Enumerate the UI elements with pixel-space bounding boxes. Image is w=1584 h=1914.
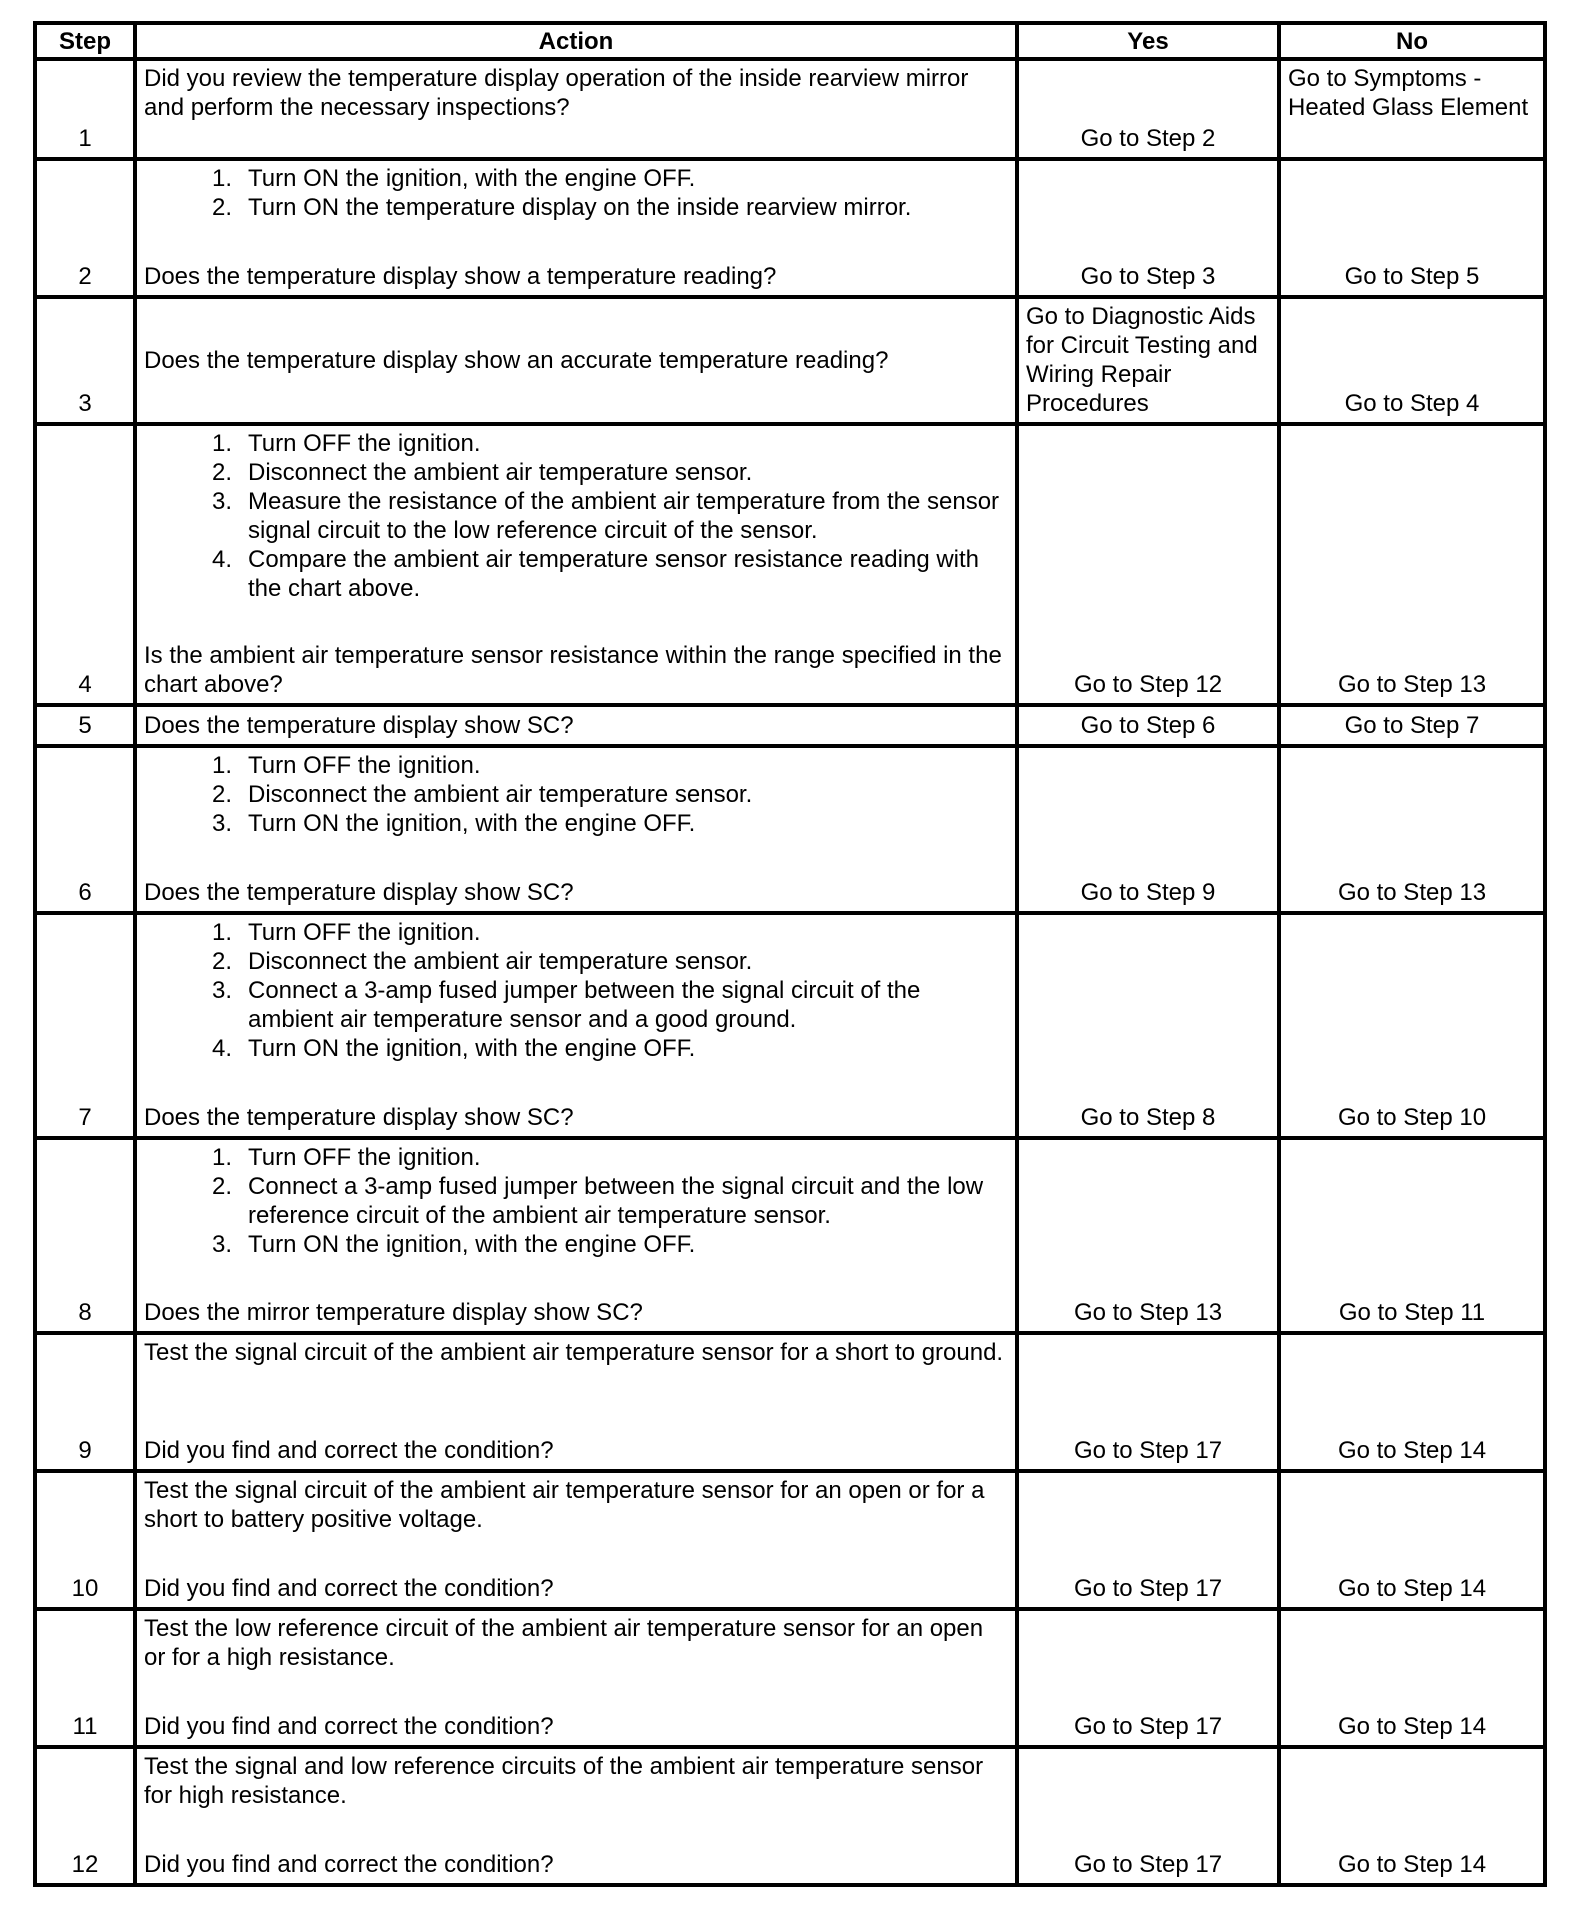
step-number: 12 — [35, 1747, 135, 1885]
instruction-item — [144, 458, 1008, 487]
instruction-number: 1. — [211, 1144, 232, 1171]
no-cell: Go to Step 10 — [1279, 913, 1545, 1138]
instruction-list — [144, 164, 1008, 222]
instruction-number: 2. — [211, 194, 232, 221]
yes-cell: Go to Step 3 — [1017, 159, 1279, 297]
instruction-item — [144, 1034, 1008, 1063]
instruction-text: Connect a 3-amp fused jumper between the signal circuit of the ambient air temperature sensor and a good ground. — [248, 977, 921, 1033]
instruction-number: 1. — [211, 752, 232, 779]
action-content — [144, 710, 1008, 740]
step-number: 6 — [35, 746, 135, 913]
action-intro: Test the signal circuit of the ambient air temperature sensor for a short to ground. — [144, 1339, 1004, 1366]
instruction-item — [144, 487, 1008, 545]
instruction-text: Turn OFF the ignition. — [248, 430, 481, 457]
action-cell — [135, 1471, 1017, 1609]
instruction-item — [144, 545, 1008, 603]
action-question: Does the temperature display show SC? — [144, 879, 574, 906]
instruction-list — [144, 751, 1008, 838]
action-content — [144, 302, 1008, 418]
table-row — [35, 1747, 1545, 1885]
action-cell — [135, 913, 1017, 1138]
table-row — [35, 59, 1545, 159]
instruction-number: 3. — [211, 488, 232, 515]
action-question: Does the temperature display show a temperature reading? — [144, 263, 777, 290]
yes-cell: Go to Step 8 — [1017, 913, 1279, 1138]
step-number: 8 — [35, 1138, 135, 1333]
instruction-text: Turn OFF the ignition. — [248, 919, 481, 946]
action-cell — [135, 159, 1017, 297]
table-row — [35, 424, 1545, 705]
action-content — [144, 1476, 1008, 1603]
instruction-text: Turn ON the ignition, with the engine OFF. — [248, 1231, 696, 1258]
instruction-item — [144, 947, 1008, 976]
action-question: Does the temperature display show SC? — [144, 711, 574, 739]
action-cell — [135, 1138, 1017, 1333]
instruction-item — [144, 1172, 1008, 1230]
step-number: 7 — [35, 913, 135, 1138]
action-cell — [135, 1747, 1017, 1885]
action-cell — [135, 705, 1017, 746]
header-step: Step — [35, 23, 135, 59]
action-content — [144, 164, 1008, 291]
instruction-number: 1. — [211, 430, 232, 457]
table-row — [35, 297, 1545, 424]
instruction-item — [144, 751, 1008, 780]
action-content — [144, 751, 1008, 907]
instruction-number: 4. — [211, 546, 232, 573]
instruction-number: 3. — [211, 977, 232, 1004]
instruction-item — [144, 193, 1008, 222]
header-yes: Yes — [1017, 23, 1279, 59]
instruction-item — [144, 1230, 1008, 1259]
action-question: Does the mirror temperature display show SC? — [144, 1299, 643, 1326]
no-cell: Go to Step 11 — [1279, 1138, 1545, 1333]
header-row — [35, 23, 1545, 59]
no-cell: Go to Step 14 — [1279, 1609, 1545, 1747]
no-cell: Go to Step 13 — [1279, 424, 1545, 705]
instruction-list — [144, 1143, 1008, 1259]
instruction-list — [144, 918, 1008, 1063]
table-row — [35, 705, 1545, 746]
instruction-text: Disconnect the ambient air temperature sensor. — [248, 781, 753, 808]
step-number: 1 — [35, 59, 135, 159]
header-action: Action — [135, 23, 1017, 59]
diagnostic-table — [33, 21, 1547, 1887]
action-content — [144, 1143, 1008, 1327]
instruction-number: 2. — [211, 1173, 232, 1200]
action-intro: Test the signal circuit of the ambient air temperature sensor for an open or for a short to battery positive voltage. — [144, 1477, 985, 1533]
yes-cell: Go to Step 17 — [1017, 1333, 1279, 1471]
instruction-text: Turn ON the temperature display on the inside rearview mirror. — [248, 194, 912, 221]
action-question: Did you review the temperature display operation of the inside rearview mirror and perform the necessary inspections? — [144, 65, 969, 121]
instruction-item — [144, 164, 1008, 193]
action-content — [144, 918, 1008, 1132]
step-number: 2 — [35, 159, 135, 297]
instruction-number: 1. — [211, 919, 232, 946]
step-number: 11 — [35, 1609, 135, 1747]
action-question: Did you find and correct the condition? — [144, 1851, 554, 1878]
instruction-number: 4. — [211, 1035, 232, 1062]
instruction-text: Turn ON the ignition, with the engine OFF. — [248, 1035, 696, 1062]
action-content — [144, 1338, 1008, 1465]
instruction-number: 2. — [211, 459, 232, 486]
instruction-item — [144, 1143, 1008, 1172]
instruction-number: 3. — [211, 810, 232, 837]
instruction-text: Measure the resistance of the ambient air temperature from the sensor signal circuit to the low reference circuit of the sensor. — [248, 488, 1000, 544]
no-cell: Go to Step 13 — [1279, 746, 1545, 913]
yes-cell: Go to Step 13 — [1017, 1138, 1279, 1333]
no-cell: Go to Step 14 — [1279, 1471, 1545, 1609]
action-content — [144, 1614, 1008, 1741]
yes-cell: Go to Step 9 — [1017, 746, 1279, 913]
action-question: Did you find and correct the condition? — [144, 1437, 554, 1464]
table-row — [35, 1609, 1545, 1747]
instruction-text: Compare the ambient air temperature sensor resistance reading with the chart above. — [248, 546, 980, 602]
instruction-item — [144, 809, 1008, 838]
table-row — [35, 1138, 1545, 1333]
step-number: 9 — [35, 1333, 135, 1471]
action-intro: Test the low reference circuit of the ambient air temperature sensor for an open or for a high resistance. — [144, 1615, 984, 1671]
no-cell: Go to Step 5 — [1279, 159, 1545, 297]
instruction-item — [144, 429, 1008, 458]
table-row — [35, 913, 1545, 1138]
yes-cell: Go to Step 17 — [1017, 1471, 1279, 1609]
action-cell — [135, 1609, 1017, 1747]
instruction-text: Turn ON the ignition, with the engine OFF. — [248, 810, 696, 837]
action-cell — [135, 424, 1017, 705]
no-cell: Go to Step 14 — [1279, 1333, 1545, 1471]
yes-cell: Go to Step 2 — [1017, 59, 1279, 159]
step-number: 10 — [35, 1471, 135, 1609]
instruction-text: Connect a 3-amp fused jumper between the signal circuit and the low reference circuit of the ambient air temperature sensor. — [248, 1173, 984, 1229]
instruction-number: 1. — [211, 165, 232, 192]
action-intro: Test the signal and low reference circuits of the ambient air temperature sensor for high resistance. — [144, 1753, 984, 1809]
header-no: No — [1279, 23, 1545, 59]
action-question: Does the temperature display show SC? — [144, 1104, 574, 1131]
no-cell: Go to Step 14 — [1279, 1747, 1545, 1885]
action-cell — [135, 297, 1017, 424]
action-question: Did you find and correct the condition? — [144, 1575, 554, 1602]
no-cell: Go to Step 4 — [1279, 297, 1545, 424]
yes-cell: Go to Step 6 — [1017, 705, 1279, 746]
action-content — [144, 1752, 1008, 1879]
step-number: 3 — [35, 297, 135, 424]
table-row — [35, 746, 1545, 913]
yes-cell: Go to Step 17 — [1017, 1747, 1279, 1885]
instruction-item — [144, 976, 1008, 1034]
instruction-item — [144, 780, 1008, 809]
instruction-item — [144, 918, 1008, 947]
action-cell — [135, 1333, 1017, 1471]
no-cell: Go to Symptoms - Heated Glass Element — [1279, 59, 1545, 159]
step-number: 4 — [35, 424, 135, 705]
instruction-text: Disconnect the ambient air temperature sensor. — [248, 459, 753, 486]
table-row — [35, 159, 1545, 297]
action-content — [144, 429, 1008, 699]
action-question: Is the ambient air temperature sensor resistance within the range specified in the chart above? — [144, 642, 1002, 698]
instruction-text: Turn OFF the ignition. — [248, 752, 481, 779]
table-row — [35, 1333, 1545, 1471]
instruction-text: Turn OFF the ignition. — [248, 1144, 481, 1171]
yes-cell: Go to Diagnostic Aids for Circuit Testing and Wiring Repair Procedures — [1017, 297, 1279, 424]
instruction-number: 2. — [211, 948, 232, 975]
yes-cell: Go to Step 17 — [1017, 1609, 1279, 1747]
action-cell — [135, 59, 1017, 159]
action-cell — [135, 746, 1017, 913]
action-content — [144, 64, 1008, 153]
no-cell: Go to Step 7 — [1279, 705, 1545, 746]
step-number: 5 — [35, 705, 135, 746]
instruction-list — [144, 429, 1008, 603]
action-question: Does the temperature display show an accurate temperature reading? — [144, 346, 889, 374]
instruction-text: Disconnect the ambient air temperature sensor. — [248, 948, 753, 975]
instruction-number: 3. — [211, 1231, 232, 1258]
table-row — [35, 1471, 1545, 1609]
yes-cell: Go to Step 12 — [1017, 424, 1279, 705]
instruction-text: Turn ON the ignition, with the engine OFF. — [248, 165, 696, 192]
action-question: Did you find and correct the condition? — [144, 1713, 554, 1740]
instruction-number: 2. — [211, 781, 232, 808]
